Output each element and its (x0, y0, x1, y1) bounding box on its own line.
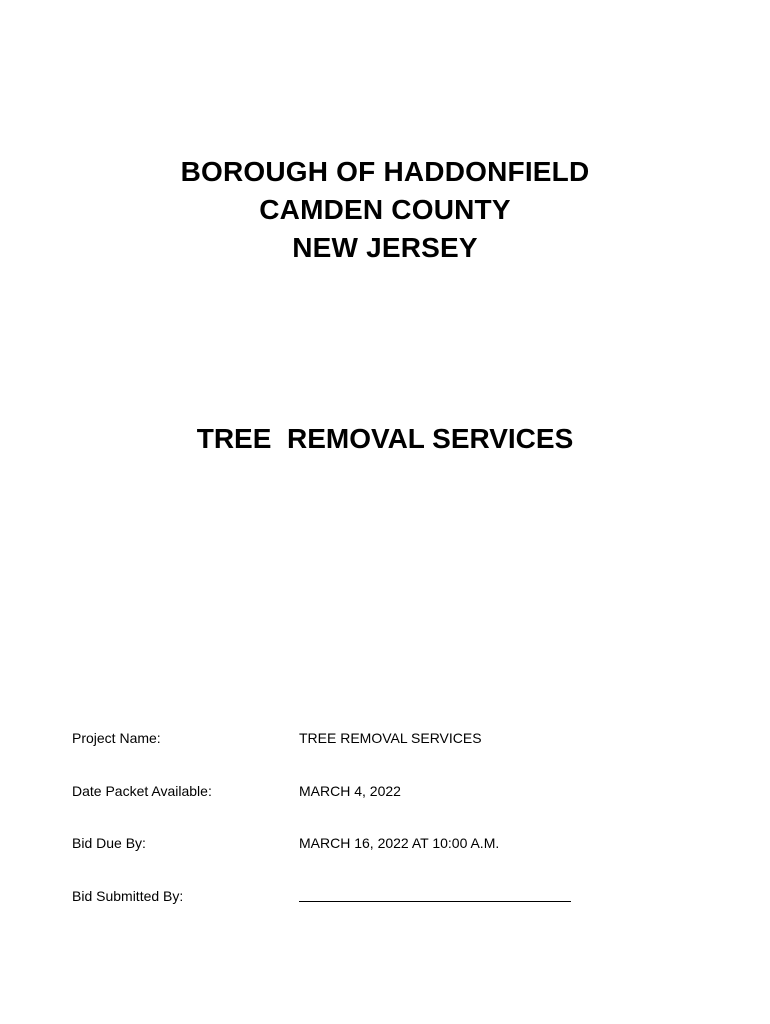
bid-submitted-label: Bid Submitted By: (72, 887, 184, 904)
bid-submitted-signature-line[interactable] (299, 901, 571, 902)
header-state: NEW JERSEY (292, 232, 478, 263)
project-name-value: TREE REMOVAL SERVICES (299, 730, 482, 746)
project-name-label: Project Name: (72, 730, 161, 746)
header-borough: BOROUGH OF HADDONFIELD (180, 156, 590, 187)
bid-info-table (72, 728, 692, 938)
document-header (0, 153, 770, 267)
info-row-bid-submitted (72, 886, 692, 939)
info-row-bid-due (72, 833, 692, 886)
project-title: TREE REMOVAL SERVICES (196, 423, 574, 454)
bid-due-value: MARCH 16, 2022 AT 10:00 A.M. (299, 835, 500, 851)
info-row-date-packet (72, 781, 692, 834)
header-county: CAMDEN COUNTY (259, 194, 511, 225)
info-row-project-name (72, 728, 692, 781)
date-packet-label: Date Packet Available: (72, 782, 212, 799)
bid-due-label: Bid Due By: (72, 835, 146, 851)
date-packet-value: MARCH 4, 2022 (299, 782, 401, 799)
